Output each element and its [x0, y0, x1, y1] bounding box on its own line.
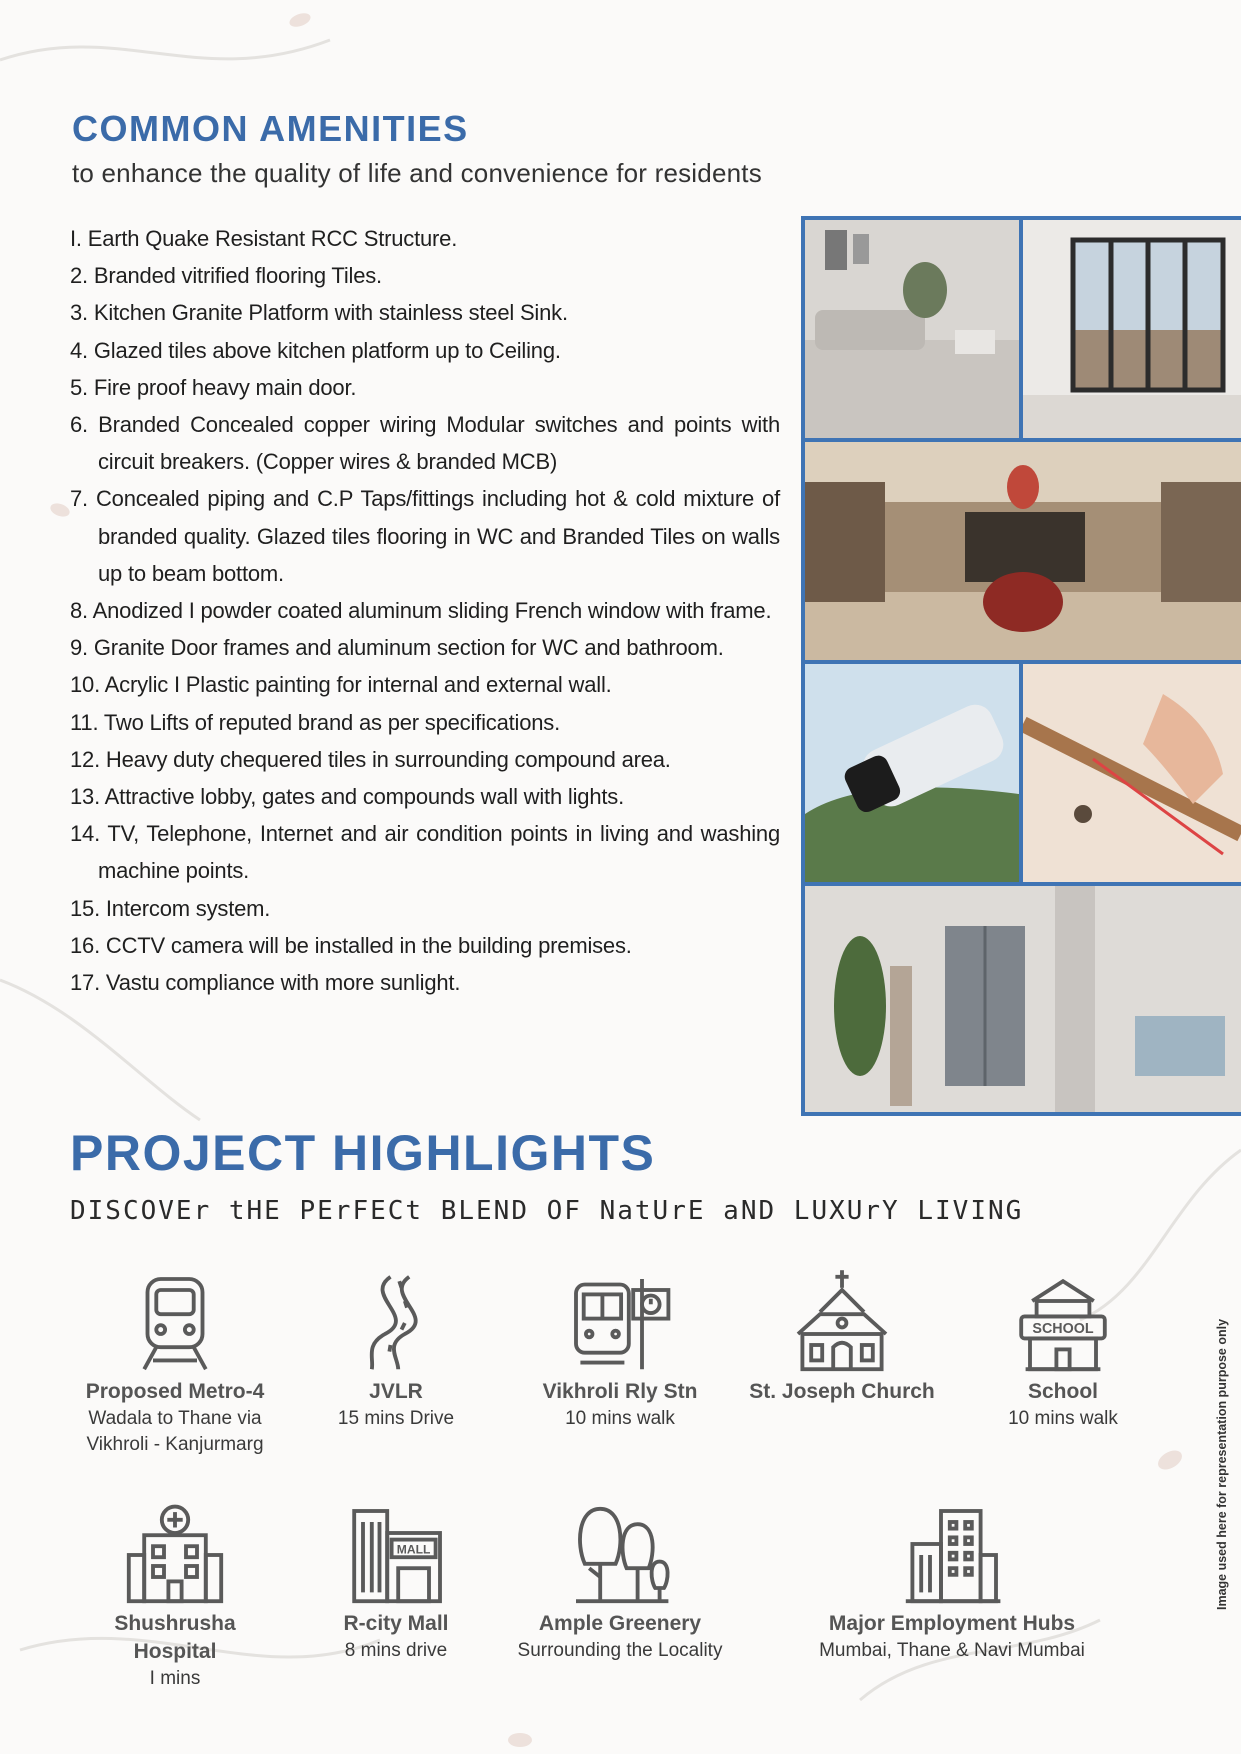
amenity-item: 14. TV, Telephone, Internet and air condition points in living and washing machine points. [70, 821, 780, 884]
highlight-railway [515, 1268, 725, 1432]
highlight-school [958, 1268, 1168, 1432]
representation-disclaimer: Image used here for representation purpose only [1215, 1318, 1229, 1610]
highlight-employment [802, 1500, 1102, 1664]
highlight-jvlr [291, 1268, 501, 1432]
amenity-item: 10. Acrylic I Plastic painting for internal and external wall. [70, 672, 612, 698]
switch-wiring-photo [1023, 664, 1241, 882]
highlight-title: School [1027, 1380, 1098, 1403]
highlight-title: Shushrusha Hospital [114, 1612, 236, 1663]
amenity-item: 17. Vastu compliance with more sunlight. [70, 970, 461, 996]
lift-lobby-photo [805, 886, 1241, 1112]
highlight-greenery [515, 1500, 725, 1664]
amenity-item: 4. Glazed tiles above kitchen platform up to Ceiling. [70, 337, 561, 363]
highlight-detail: Mumbai, Thane & Navi Mumbai [819, 1640, 1085, 1661]
mall-icon [341, 1500, 451, 1610]
highlight-mall [291, 1500, 501, 1664]
highlight-title: St. Joseph Church [749, 1380, 935, 1403]
amenity-item: 7. Concealed piping and C.P Taps/fittings including hot & cold mixture of branded quality. Glazed tiles flooring in WC and Branded Tiles on walls up to beam bottom. [70, 486, 780, 586]
highlight-detail: Wadala to Thane via Vikhroli - Kanjurmarg [86, 1408, 264, 1455]
amenity-item: 15. Intercom system. [70, 895, 271, 921]
railway-station-icon [565, 1268, 675, 1378]
highlight-title: Vikhroli Rly Stn [542, 1380, 698, 1403]
highlight-title: Ample Greenery [538, 1612, 702, 1635]
highlights-title: PROJECT HIGHLIGHTS [70, 1125, 656, 1181]
highlight-title: R-city Mall [343, 1612, 449, 1635]
highlights-subtitle: DISCOVEr tHE PErFECt BLEND OF NatUrE aND LUXUrY LIVING [70, 1196, 1024, 1226]
highlight-detail: I mins [149, 1668, 201, 1689]
hospital-icon [120, 1500, 230, 1610]
road-icon [341, 1268, 451, 1378]
highlight-detail: 8 mins drive [344, 1640, 448, 1661]
highlight-church [737, 1268, 947, 1406]
school-icon [1008, 1268, 1118, 1378]
metro-train-icon [120, 1268, 230, 1378]
amenity-item: I. Earth Quake Resistant RCC Structure. [70, 226, 458, 251]
living-room-photo [805, 220, 1019, 438]
highlight-title: JVLR [369, 1380, 423, 1403]
highlight-title: Major Employment Hubs [828, 1612, 1076, 1635]
church-icon [787, 1268, 897, 1378]
lobby-chandelier-photo [805, 442, 1241, 660]
amenities-list [70, 220, 780, 1001]
amenity-item: 3. Kitchen Granite Platform with stainless steel Sink. [70, 300, 568, 326]
amenity-item: 11. Two Lifts of reputed brand as per specifications. [70, 709, 560, 735]
amenity-photo-collage [801, 216, 1241, 1116]
highlight-detail: 15 mins Drive [337, 1408, 455, 1429]
highlight-metro [70, 1268, 280, 1458]
cctv-camera-photo [805, 664, 1019, 882]
highlight-title: Proposed Metro-4 [85, 1380, 265, 1403]
amenities-subtitle: to enhance the quality of life and convenience for residents [72, 158, 762, 188]
amenity-item: 2. Branded vitrified flooring Tiles. [70, 263, 382, 289]
amenity-item: 5. Fire proof heavy main door. [70, 374, 357, 400]
mall-icon-label: MALL [396, 1542, 431, 1557]
trees-icon [565, 1500, 675, 1610]
highlight-detail: Surrounding the Locality [517, 1640, 723, 1661]
highlight-hospital [70, 1500, 280, 1692]
amenity-item: 6. Branded Concealed copper wiring Modular switches and points with circuit breakers. (Copper wires & branded MCB) [70, 412, 780, 475]
school-icon-label: SCHOOL [1032, 1320, 1094, 1337]
amenity-item: 9. Granite Door frames and aluminum section for WC and bathroom. [70, 635, 724, 661]
highlight-detail: 10 mins walk [1008, 1408, 1118, 1429]
highlight-detail: 10 mins walk [565, 1408, 675, 1429]
amenity-item: 12. Heavy duty chequered tiles in surrounding compound area. [70, 746, 671, 772]
office-buildings-icon [897, 1500, 1007, 1610]
amenity-item: 13. Attractive lobby, gates and compounds wall with lights. [70, 784, 624, 810]
amenity-item: 16. CCTV camera will be installed in the building premises. [70, 932, 632, 958]
amenity-item: 8. Anodized I powder coated aluminum sliding French window with frame. [70, 598, 772, 624]
amenities-title: COMMON AMENITIES [72, 108, 469, 149]
french-window-photo [1023, 220, 1241, 438]
